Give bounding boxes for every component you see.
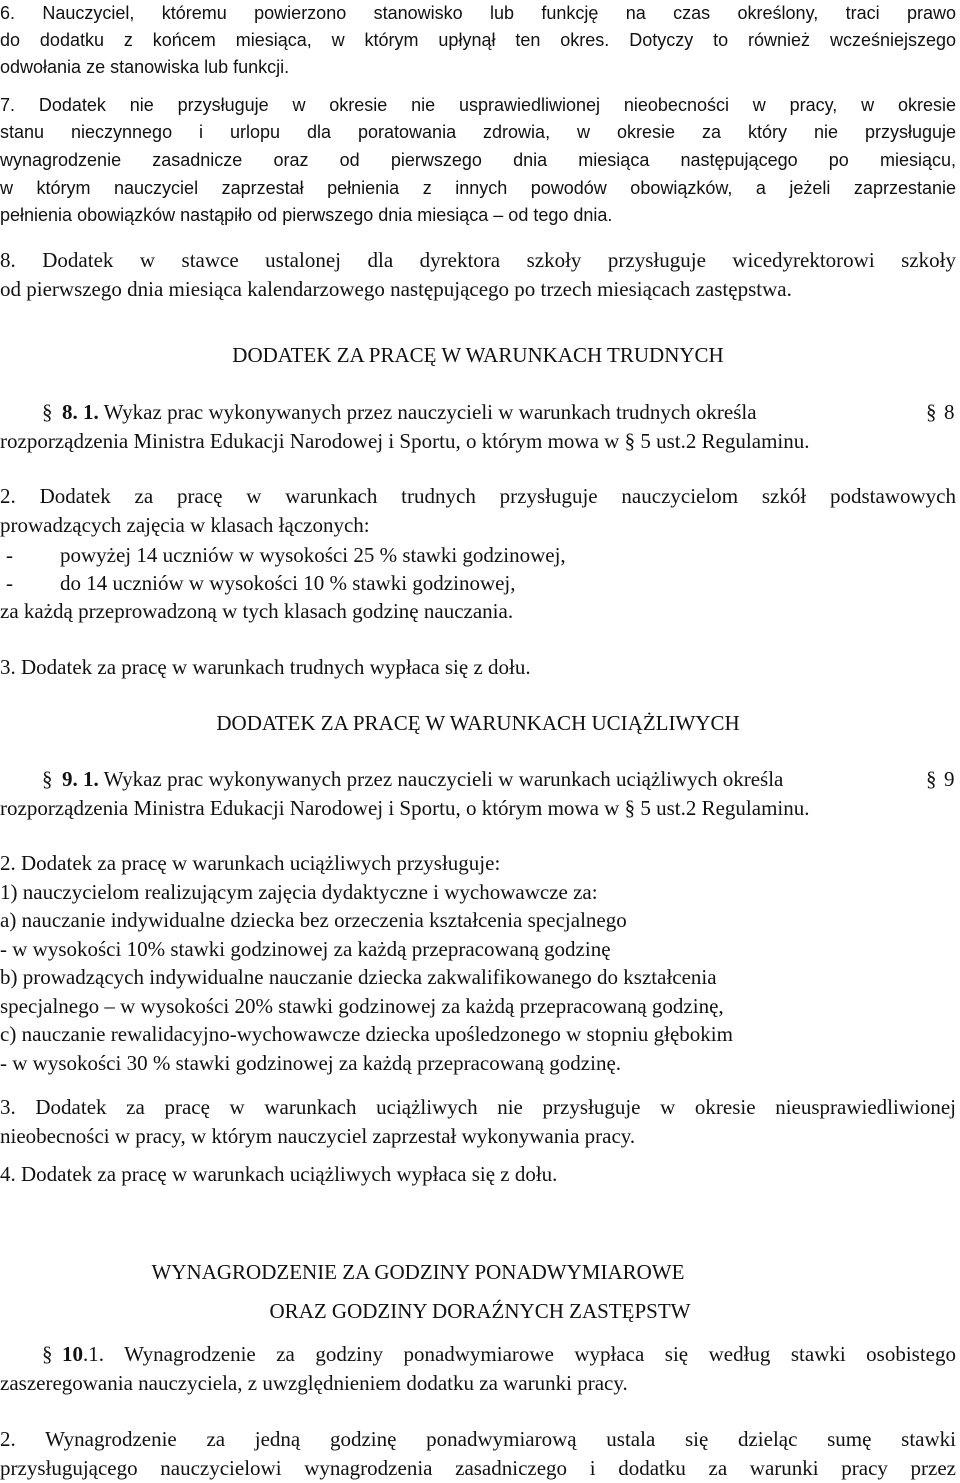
paragraph-7-line-1: 7. Dodatek nie przysługuje w okresie nie usprawiedliwionej nieobecności w pracy, w okresie — [0, 95, 956, 115]
section-8-1-text-3: 5 ust.2 Regulaminu. — [640, 429, 810, 453]
paragraph-7-line-4: w którym nauczyciel zaprzestał pełnienia z innych powodów obowiązków, a jeżeli zaprzestanie — [0, 178, 956, 198]
section-symbol: § — [42, 767, 53, 791]
section-8-1-line-2 — [0, 431, 956, 452]
section-8-1-text-2: rozporządzenia Ministra Edukacji Narodowej i Sportu, o którym mowa w — [0, 429, 620, 453]
section-9-1-text-3: 5 ust.2 Regulaminu. — [640, 796, 810, 820]
list-dash: - — [6, 543, 13, 567]
paragraph-6-line-2: do dodatku z końcem miesiąca, w którym upłynął ten okres. Dotyczy to również wcześniejszego — [0, 30, 956, 50]
section-8-1-text: Wykaz prac wykonywanych przez nauczycieli w warunkach trudnych określa — [98, 400, 757, 424]
section-10-1-line-1 — [62, 1344, 956, 1365]
section-10-2-line-2: przysługującego nauczycielowi wynagrodzenia zasadniczego i dodatku za warunki pracy przez — [0, 1456, 956, 1480]
list-item-above-14: powyżej 14 uczniów w wysokości 25 % stawki godzinowej, — [60, 543, 566, 567]
section-10-1-text: .1. Wynagrodzenie za godziny ponadwymiarowe wypłaca się według stawki osobistego — [83, 1342, 956, 1366]
section-9-1-line-1 — [62, 769, 956, 790]
section-9-3-line-2: nieobecności w pracy, w którym nauczyciel zaprzestał wykonywania pracy. — [0, 1124, 636, 1148]
section-9-2-item-a-rate: - w wysokości 10% stawki godzinowej za każdą przepracowaną godzinę — [0, 937, 611, 961]
section-8-number: 8. 1. — [62, 400, 99, 424]
section-9-number: 9. 1. — [62, 767, 99, 791]
heading-dodatek-uciazliwe: DODATEK ZA PRACĘ W WARUNKACH UCIĄŻLIWYCH — [216, 711, 740, 735]
list-item-up-to-14: do 14 uczniów w wysokości 10 % stawki godzinowej, — [60, 571, 516, 595]
section-9-2-item-b-rate: specjalnego – w wysokości 20% stawki godzinowej za każdą przepracowaną godzinę, — [0, 994, 724, 1018]
paragraph-8-line-1: 8. Dodatek w stawce ustalonej dla dyrektora szkoły przysługuje wicedyrektorowi szkoły — [0, 248, 956, 272]
list-dash: - — [6, 571, 13, 595]
paragraph-8-line-2: od pierwszego dnia miesiąca kalendarzowego następującego po trzech miesiącach zastępstwa. — [0, 277, 792, 301]
paragraph-6-line-1: 6. Nauczyciel, któremu powierzono stanowisko lub funkcję na czas określony, traci prawo — [0, 3, 956, 23]
section-8-2-line-2: prowadzących zajęcia w klasach łączonych: — [0, 513, 370, 537]
section-9-2-item-b: b) prowadzących indywidualne nauczanie dziecka zakwalifikowanego do kształcenia — [0, 965, 717, 989]
section-9-2-item-c: c) nauczanie rewalidacyjno-wychowawcze dziecka upośledzonego w stopniu głębokim — [0, 1022, 733, 1046]
section-symbol: § — [42, 400, 53, 424]
paragraph-7-line-2: stanu nieczynnego i urlopu dla poratowania zdrowia, w okresie za który nie przysługuje — [0, 122, 956, 142]
section-8-3: 3. Dodatek za pracę w warunkach trudnych wypłaca się z dołu. — [0, 655, 531, 679]
section-9-4: 4. Dodatek za pracę w warunkach uciążliwych wypłaca się z dołu. — [0, 1162, 558, 1186]
section-ref-number: 8 — [944, 400, 955, 424]
section-10-1-line-2: zaszeregowania nauczyciela, z uwzględnieniem dodatku za warunki pracy. — [0, 1371, 628, 1395]
section-9-1-text-2: rozporządzenia Ministra Edukacji Narodowej i Sportu, o którym mowa w — [0, 796, 620, 820]
section-ref-number: 9 — [944, 767, 955, 791]
section-10-number: 10 — [62, 1342, 83, 1366]
section-9-2-line-1: 2. Dodatek za pracę w warunkach uciążliwych przysługuje: — [0, 851, 501, 875]
paragraph-7-line-5: pełnienia obowiązków nastąpiło od pierwszego dnia miesiąca – od tego dnia. — [0, 205, 613, 225]
paragraph-7-line-3: wynagrodzenie zasadnicze oraz od pierwszego dnia miesiąca następującego po miesiącu, — [0, 150, 956, 170]
section-8-2-line-1: 2. Dodatek za pracę w warunkach trudnych przysługuje nauczycielom szkół podstawowych — [0, 484, 956, 508]
heading-wynagrodzenie-line-1: WYNAGRODZENIE ZA GODZINY PONADWYMIAROWE — [151, 1260, 685, 1284]
section-symbol: § — [42, 1342, 53, 1366]
paragraph-6-line-3: odwołania ze stanowiska lub funkcji. — [0, 57, 290, 77]
section-9-2-item-a: a) nauczanie indywidualne dziecka bez orzeczenia kształcenia specjalnego — [0, 908, 627, 932]
heading-dodatek-trudne: DODATEK ZA PRACĘ W WARUNKACH TRUDNYCH — [232, 343, 724, 367]
section-symbol: § — [624, 429, 636, 453]
section-9-1-text: Wykaz prac wykonywanych przez nauczycieli w warunkach uciążliwych określa — [98, 767, 784, 791]
section-9-2-line-2: 1) nauczycielom realizującym zajęcia dydaktyczne i wychowawcze za: — [0, 880, 598, 904]
section-9-2-item-c-rate: - w wysokości 30 % stawki godzinowej za każdą przepracowaną godzinę. — [0, 1051, 622, 1075]
section-symbol: § — [926, 400, 937, 424]
section-symbol: § — [926, 767, 937, 791]
section-symbol: § — [624, 796, 636, 820]
section-10-2-line-1: 2. Wynagrodzenie za jedną godzinę ponadwymiarową ustala się dzieląc sumę stawki — [0, 1427, 956, 1451]
heading-wynagrodzenie-line-2: ORAZ GODZINY DORAŹNYCH ZASTĘPSTW — [269, 1299, 691, 1323]
section-9-1-line-2 — [0, 798, 956, 819]
section-8-2-line-3: za każdą przeprowadzoną w tych klasach godzinę nauczania. — [0, 599, 514, 623]
section-8-1-line-1 — [62, 402, 956, 423]
section-9-3-line-1: 3. Dodatek za pracę w warunkach uciążliwych nie przysługuje w okresie nieusprawiedliwionej — [0, 1095, 956, 1119]
